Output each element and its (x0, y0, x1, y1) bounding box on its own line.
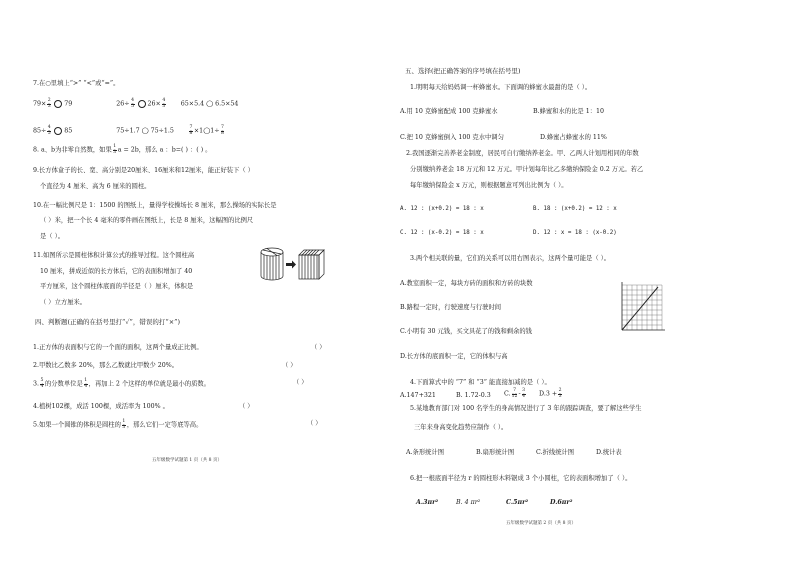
fraction: $\frac{1}{3}$ (122, 419, 126, 430)
page-footer: 五年级数学试题第 1 页（共 8 页） (152, 458, 222, 463)
judge-4: 4.植树102棵，成活 100棵，成活率为 100% 。 (33, 403, 169, 410)
fraction: $\frac{3}{4}$ (522, 388, 526, 399)
judge-2: 2.甲数比乙数多 20%，那么乙数就比甲数少 20%。 (33, 362, 179, 369)
choice-2-d[interactable]: D. 12 : x = 18 : (x-0.2) (533, 230, 617, 236)
choice-4-a[interactable]: A.147+321 (400, 392, 436, 399)
judge-3-answer[interactable]: （ ） (293, 379, 308, 386)
choice-2-line3: 每年缴纳保险金 x 万元，则根据题意可列出比例为（ ）。 (410, 182, 568, 189)
choice-2-a[interactable]: A. 12 : (x+0.2) = 18 : x (400, 206, 484, 212)
choice-5-a[interactable]: A.条形统计图 (406, 449, 445, 456)
choice-3-d[interactable]: D.长方体的底面积一定，它的体积与高 (400, 353, 508, 360)
fraction: $\frac{1}{4}$ (84, 378, 88, 389)
q10-line2: （ ）米，把一个长 4 毫米的零件画在图纸上，长是 8 厘米，这幅图的比例尺 (40, 217, 254, 224)
fraction: $\frac{2}{3}$ (558, 388, 562, 399)
choice-5-c[interactable]: C.折线统计图 (536, 449, 575, 456)
q7-row1: 79× $\frac{2}{3}$ 79 26÷ $\frac{4}{5}$ 26× $\frac{4}{3}$ 65×5.4 ◯ 6.5×54 (33, 98, 239, 109)
choice-4-b[interactable]: B. 1.72-0.3 (456, 392, 491, 399)
judge-5-answer[interactable]: （ ） (307, 420, 322, 427)
q9-line2: 个直径为 4 厘米、高为 6 厘米的圆柱。 (40, 183, 151, 190)
q11-line4: （ ）立方厘米。 (40, 299, 87, 306)
judge-1-answer[interactable]: （ ） (311, 344, 326, 351)
q11-line2: 10 厘米，拼成近似的长方体后，它的表面积增加了 40 (40, 268, 193, 275)
arrow-icon (286, 261, 296, 269)
proportion-graph (618, 281, 666, 337)
choice-4-c[interactable]: C. $\frac{7}{12}$ - $\frac{3}{4}$ (504, 388, 526, 399)
choice-1-a[interactable]: A.用 10 克蜂蜜配成 100 克蜂蜜水 (400, 108, 498, 115)
choice-4-d[interactable]: D.3 + $\frac{2}{3}$ (539, 388, 562, 399)
choice-1-c[interactable]: C.把 10 克蜂蜜倒入 100 克水中调匀 (400, 134, 504, 141)
cylinder-to-cuboid-figure (259, 247, 325, 283)
q10-line3: 是（ ）。 (40, 233, 65, 240)
choice-6-b[interactable]: B. 4 πr² (456, 499, 481, 506)
fraction: $\frac{2}{3}$ (47, 98, 51, 109)
choice-1-question: 1.明明每天给妈妈调一杯蜂蜜水。下面调的蜂蜜水最甜的是（ ）。 (410, 84, 592, 91)
judge-4-answer[interactable]: （ ） (239, 403, 254, 410)
choice-1-d[interactable]: D.蜂蜜占蜂蜜水的 11% (540, 134, 607, 141)
judge-5: 5.如果一个圆锥的体积是圆柱的 $\frac{1}{3}$ ，那么它们一定等底等高。 (33, 419, 203, 430)
fraction: $\frac{7}{8}$ (189, 125, 193, 136)
proportion-line (622, 287, 658, 330)
q7-title: 7.在○里填上“>” “<”或“=”。 (33, 80, 120, 87)
choice-2-c[interactable]: C. 12 : (x-0.2) = 18 : x (400, 230, 484, 236)
section-5-title: 五、选择(把正确答案的序号填在括号里) (405, 67, 521, 75)
choice-5-d[interactable]: D.统计表 (596, 449, 622, 456)
choice-5-line2: 三年来身高变化趋势应制作（ ）。 (414, 424, 508, 431)
fraction: $\frac{4}{3}$ (162, 98, 166, 109)
compare-circle[interactable] (138, 100, 146, 108)
judge-1: 1.正方体的表面积与它的一个面的面积，这两个量成正比例。 (33, 344, 203, 351)
fraction: $\frac{1}{3}$ (113, 144, 117, 155)
q9-line1: 9.长方体盒子的长、宽、高分别是20厘米、16厘米和12厘米，能正好装下（ ） (33, 167, 254, 174)
choice-6-d[interactable]: D.6πr² (550, 499, 573, 506)
q11-line3: 平方厘米，这个圆柱体底面的半径是（ ）厘米，体积是 (40, 283, 194, 290)
fraction: $\frac{5}{4}$ (40, 378, 44, 389)
fraction: $\frac{7}{12}$ (511, 388, 518, 399)
choice-2-line2: 分别缴纳养老金 18 万元和 12 万元。甲计划每年比乙多缴纳保险金 0.2 万元。若乙 (410, 166, 644, 173)
q8: 8. a、b为非零自然数，如果 $\frac{1}{3}$ a = 2b，那么 a ：b=( ) ：( ) 。 (33, 144, 212, 155)
choice-5-line1: 5.某地教育部门对 100 名学生的身高情况进行了 3 年的跟踪调查，要了解这些学生 (410, 405, 642, 412)
q10-line1: 10.在一幅比例尺是 1：1500 的图纸上，量得学校操场长 8 厘米，那么操场的实际长是 (33, 202, 277, 209)
choice-6-c[interactable]: C.5πr² (506, 499, 529, 506)
cuboid-shape (299, 250, 324, 279)
choice-2-b[interactable]: B. 18 : (x+0.2) = 12 : x (533, 206, 617, 212)
page-footer: 五年级数学试题第 2 页（共 8 页） (506, 521, 576, 526)
choice-3-b[interactable]: B.路程一定时，行驶速度与行驶时间 (400, 304, 502, 311)
section-4-title: 四、判断题(正确的在括号里打“✓”，错误的打“×”) (35, 318, 181, 326)
cylinder-shape (261, 248, 283, 280)
fraction: $\frac{7}{8}$ (221, 125, 224, 136)
fraction: $\frac{4}{5}$ (47, 125, 51, 136)
choice-6-a[interactable]: A.3πr² (416, 499, 439, 506)
choice-1-b[interactable]: B.蜂蜜和水的比是 1：10 (533, 108, 605, 115)
choice-3-question: 3.两个相关联的量，它们的关系可以用右图表示，这两个量可能是（ ）。 (410, 255, 611, 262)
choice-2-line1: 2.我国逐渐完善养老金制度，居民可自行缴纳养老金。甲、乙两人计划用相同的年数 (406, 150, 639, 157)
judge-2-answer[interactable]: （ ） (282, 362, 297, 369)
compare-circle[interactable] (54, 127, 62, 135)
fraction: $\frac{4}{5}$ (131, 98, 135, 109)
choice-5-b[interactable]: B.扇形统计图 (476, 449, 515, 456)
choice-3-c[interactable]: C.小明有 30 元钱，买文具花了的钱和剩余的钱 (400, 328, 532, 335)
compare-circle[interactable] (54, 100, 62, 108)
choice-3-a[interactable]: A.教室面积一定，每块方砖的面积和方砖的块数 (400, 280, 533, 287)
choice-4-question: 4.下面算式中的 “7” 和 “3” 能直接加减的是（ ）。 (410, 379, 551, 386)
right-page (397, 0, 794, 561)
judge-3: 3. $\frac{5}{4}$ 的分数单位是 $\frac{1}{4}$ ，再加上 2 个这样的单位就是最小的质数。 (33, 378, 211, 389)
q7-row2: 85÷ $\frac{4}{5}$ 85 75÷1.7 ◯ 75÷1.5 $\frac{7}{8}$ ×1◯1÷ $\frac{7}{8}$ (33, 125, 224, 136)
q11-line1: 11.如图所示是圆柱体积计算公式的推导过程。这个圆柱高 (33, 252, 195, 259)
choice-6-question: 6.把一根底面半径为 r 的圆柱形木料锯成 3 个小圆柱，它的表面积增加了（ ）。 (410, 475, 632, 482)
